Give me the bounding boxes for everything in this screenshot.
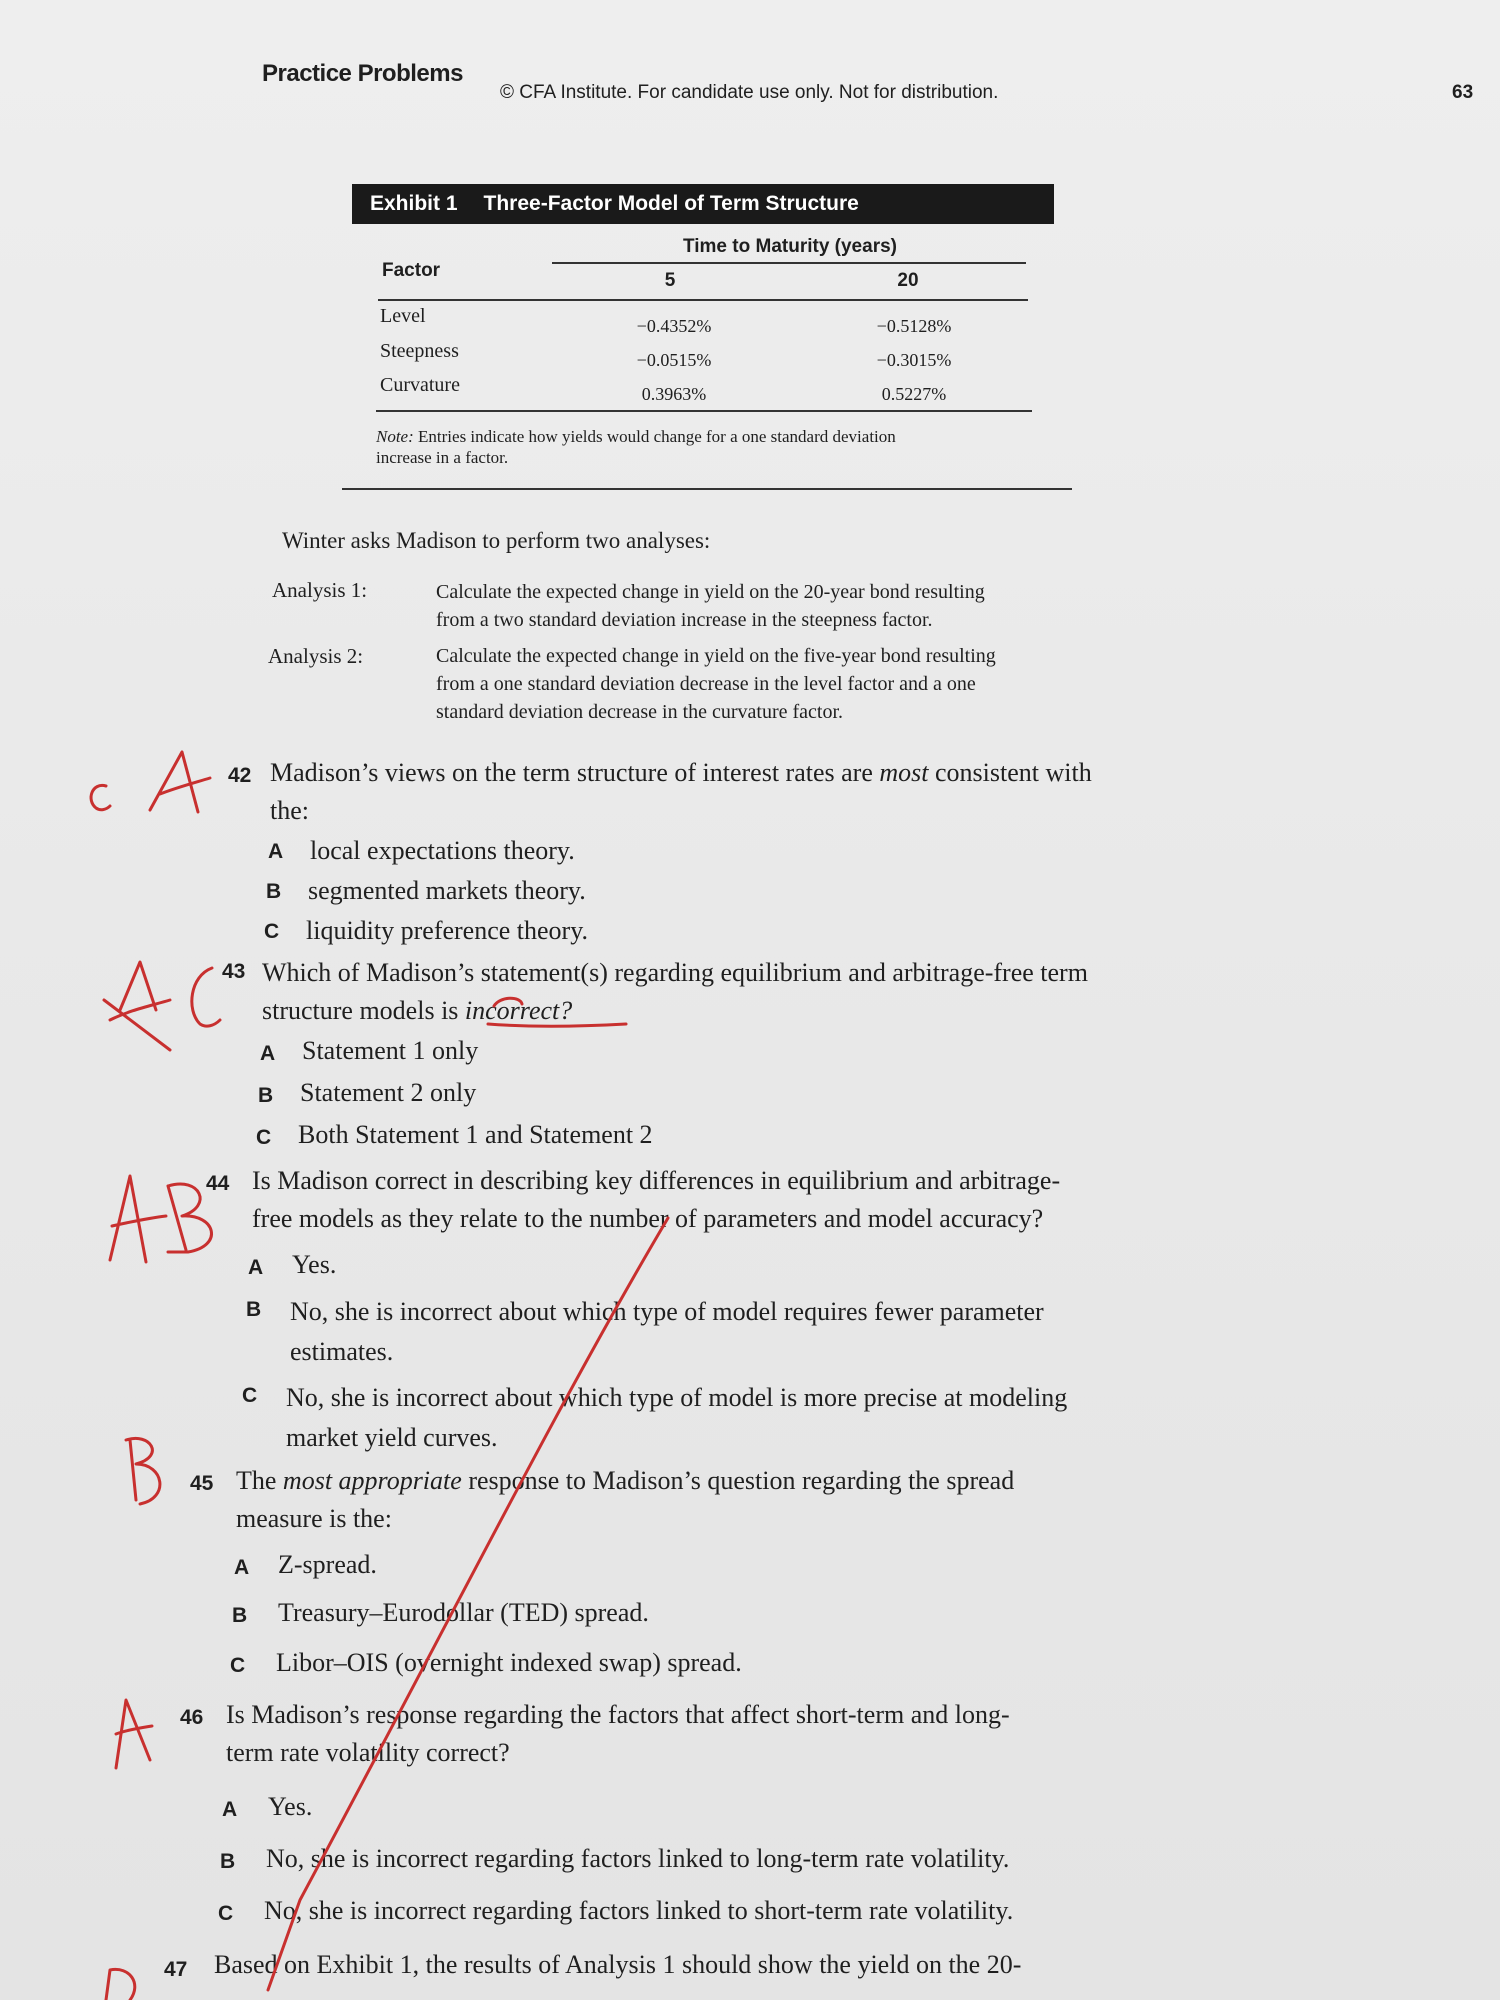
question-line: Which of Madison’s statement(s) regarding equilibrium and arbitrage-free term	[262, 958, 1088, 987]
note-line-2: increase in a factor.	[376, 448, 509, 467]
analysis-line: Calculate the expected change in yield on the five-year bond resulting	[436, 645, 996, 667]
option-letter: A	[268, 840, 284, 863]
option-text[interactable]: Z-spread.	[278, 1550, 377, 1579]
handwritten-a-mark	[150, 752, 210, 812]
table-cell: −0.0515%	[636, 350, 712, 370]
option-text[interactable]: Both Statement 1 and Statement 2	[298, 1120, 653, 1149]
handwritten-b-mark	[126, 1438, 160, 1504]
table-cell: −0.4352%	[636, 316, 712, 336]
question-line: term rate volatility correct?	[226, 1738, 510, 1767]
option-letter: C	[242, 1384, 258, 1407]
option-text[interactable]: liquidity preference theory.	[306, 916, 589, 945]
column-header-20: 20	[897, 270, 919, 291]
question-number: 47	[164, 1958, 188, 1981]
handwritten-underline	[488, 1024, 626, 1026]
running-header-section: Practice Problems	[262, 60, 463, 87]
option-letter: B	[246, 1298, 262, 1321]
option-line: estimates.	[290, 1337, 394, 1366]
question-line: Based on Exhibit 1, the results of Analysis 1 should show the yield on the 20-	[214, 1950, 1022, 1979]
question-line: measure is the:	[236, 1504, 392, 1533]
intro-text: Winter asks Madison to perform two analyses:	[282, 528, 711, 553]
handwritten-c-mark	[192, 968, 220, 1026]
option-letter: B	[266, 880, 282, 903]
option-letter: C	[256, 1126, 272, 1149]
exhibit-title: Three-Factor Model of Term Structure	[483, 192, 859, 215]
question-line: Is Madison correct in describing key differences in equilibrium and arbitrage-	[252, 1166, 1061, 1195]
option-letter: C	[230, 1654, 246, 1677]
question-line: Madison’s views on the term structure of interest rates are most consistent with	[270, 758, 1092, 787]
table-cell: −0.5128%	[876, 316, 952, 336]
analysis-line: standard deviation decrease in the curvature factor.	[436, 701, 844, 723]
page-number: 63	[1452, 82, 1474, 103]
row-label-level: Level	[380, 305, 426, 327]
row-label-curvature: Curvature	[380, 374, 460, 396]
factor-column-header: Factor	[382, 260, 441, 281]
analysis-line: from a two standard deviation increase in the steepness factor.	[436, 609, 933, 631]
table-cell: 0.5227%	[881, 384, 947, 404]
option-text[interactable]: segmented markets theory.	[308, 876, 586, 905]
handwritten-a-mark	[116, 1700, 152, 1768]
column-group-header: Time to Maturity (years)	[683, 236, 897, 257]
option-text[interactable]: Yes.	[292, 1250, 337, 1279]
option-text[interactable]: local expectations theory.	[310, 836, 575, 865]
note-line-1: Entries indicate how yields would change for a one standard deviation	[413, 427, 896, 446]
analysis-1-label: Analysis 1:	[272, 578, 368, 602]
table-cell: −0.3015%	[876, 350, 952, 370]
pen-marks	[91, 752, 668, 2000]
question-number: 44	[206, 1172, 230, 1195]
option-letter: A	[234, 1556, 250, 1579]
option-letter: B	[232, 1604, 248, 1627]
table-cell: 0.3963%	[641, 384, 707, 404]
question-line: Is Madison’s response regarding the factors that affect short-term and long-	[226, 1700, 1010, 1729]
option-text[interactable]: Statement 1 only	[302, 1036, 479, 1065]
handwritten-circle	[494, 998, 522, 1006]
copyright-notice: © CFA Institute. For candidate use only. Not for distribution.	[500, 82, 999, 103]
question-line: free models as they relate to the number of parameters and model accuracy?	[252, 1204, 1044, 1233]
option-letter: B	[258, 1084, 274, 1107]
option-line: No, she is incorrect about which type of model is more precise at modeling	[286, 1383, 1068, 1412]
option-letter: A	[248, 1256, 264, 1279]
row-label-steepness: Steepness	[380, 340, 459, 362]
option-text[interactable]: Treasury–Eurodollar (TED) spread.	[278, 1598, 649, 1627]
option-text[interactable]: Libor–OIS (overnight indexed swap) spread.	[276, 1648, 742, 1677]
analysis-2-label: Analysis 2:	[268, 644, 364, 668]
option-text[interactable]: No, she is incorrect regarding factors linked to long-term rate volatility.	[266, 1844, 1010, 1873]
question-line: structure models is incorrect?	[262, 996, 573, 1025]
option-line: market yield curves.	[286, 1423, 498, 1452]
option-text[interactable]: No, she is incorrect regarding factors linked to short-term rate volatility.	[264, 1896, 1014, 1925]
column-header-5: 5	[664, 270, 676, 291]
handwritten-a-mark	[110, 1176, 166, 1262]
analysis-line: from a one standard deviation decrease in the level factor and a one	[436, 673, 976, 695]
option-letter: A	[222, 1798, 238, 1821]
question-number: 46	[180, 1706, 204, 1729]
question-line: the:	[270, 796, 309, 825]
option-letter: C	[218, 1902, 234, 1925]
question-number: 43	[222, 960, 246, 983]
exhibit-label: Exhibit 1	[370, 192, 458, 215]
option-letter: B	[220, 1850, 236, 1873]
option-line: No, she is incorrect about which type of model requires fewer parameter	[290, 1297, 1044, 1326]
question-line: The most appropriate response to Madison’s question regarding the spread	[236, 1466, 1015, 1495]
handwritten-c-mark	[91, 785, 110, 809]
analysis-line: Calculate the expected change in yield on the 20-year bond resulting	[436, 581, 985, 603]
option-text[interactable]: Statement 2 only	[300, 1078, 477, 1107]
question-number: 45	[190, 1472, 214, 1495]
question-number: 42	[228, 764, 252, 787]
note-prefix: Note:	[376, 427, 414, 446]
handwritten-strike-line	[268, 1218, 668, 1990]
handwritten-d-mark	[106, 1969, 135, 2000]
option-letter: A	[260, 1042, 276, 1065]
handwritten-a-mark	[104, 962, 170, 1050]
option-text[interactable]: Yes.	[268, 1792, 313, 1821]
option-letter: C	[264, 920, 280, 943]
handwritten-b-mark	[168, 1184, 212, 1252]
